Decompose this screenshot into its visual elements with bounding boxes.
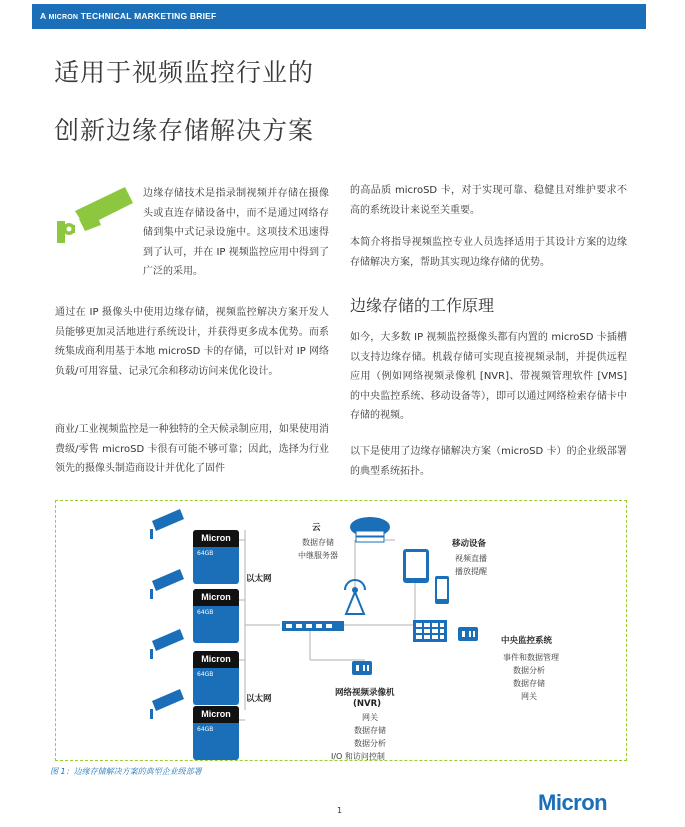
nvr-item: I/O 和访问控制 (331, 752, 385, 761)
right-paragraph-1: 的高品质 microSD 卡，对于实现可靠、稳健且对维护要求不高的系统设计来说至关重要。 (350, 185, 627, 216)
ethernet-label-1: 以太网 (246, 574, 272, 584)
cloud-title: 云 (312, 523, 321, 533)
microsd-card: Micron 64GB (193, 706, 239, 760)
section-heading: 边缘存储的工作原理 (350, 296, 495, 315)
central-item: 事件和数据管理 (503, 653, 559, 662)
nvr-item: 数据存储 (354, 726, 386, 735)
monitor-wall-icon (413, 620, 447, 646)
intro-paragraph: 边缘存储技术是指录制视频并存储在摄像头或直连存储设备中，而不是通过网络存储到集中式记录设施中。这项技术迅速得到了认可，并在 IP 视频监控应用中得到了广泛的采用。 (143, 188, 329, 277)
mobile-item: 视频直播 (455, 554, 487, 563)
nvr-item: 网关 (362, 713, 378, 722)
central-item: 数据分析 (513, 666, 545, 675)
right-paragraph-3: 如今，大多数 IP 视频监控摄像头都有内置的 microSD 卡插槽以支持边缘存储。机载存储可实现直接视频录制，并提供远程应用（例如网络视频录像机 [NVR]、带视频管理软件 [VMS] 的中央监控系统、移动设备等），即可以通过网络检索存储卡中存储的视频。 (350, 332, 627, 421)
surveillance-camera-icon (148, 687, 190, 721)
nvr-item: 数据分析 (354, 739, 386, 748)
nvr-title: 网络视频录像机 (335, 688, 395, 698)
right-paragraph-4: 以下是使用了边缘存储解决方案（microSD 卡）的企业级部署的典型系统拓扑。 (350, 446, 627, 477)
banner-brand: MICRON (48, 14, 79, 21)
cloud-item: 数据存储 (302, 538, 334, 547)
ethernet-label-2: 以太网 (246, 694, 272, 704)
title-line-2: 创新边缘存储解决方案 (54, 116, 315, 145)
mobile-title: 移动设备 (452, 539, 487, 549)
tablet-icon (402, 548, 430, 584)
surveillance-camera-icon (148, 567, 190, 601)
title-line-1: 适用于视频监控行业的 (54, 58, 315, 87)
mobile-item: 播放提醒 (455, 567, 487, 576)
camera-icon (55, 185, 135, 247)
server-icon (458, 627, 478, 641)
phone-icon (434, 575, 450, 605)
left-paragraph-2: 通过在 IP 摄像头中使用边缘存储，视频监控解决方案开发人员能够更加灵活地进行系统设计，并获得更多成本优势。而系统集成商利用基于本地 microSD 卡的存储，可以针对 IP 网络负载/可用容量、记录冗余和移动访问来优化设计。 (55, 307, 329, 377)
wireless-antenna-icon (340, 578, 370, 616)
page-number: 1 (337, 806, 343, 815)
banner-prefix: A (40, 11, 47, 21)
right-paragraph-2: 本简介将指导视频监控专业人员选择适用于其设计方案的边缘存储解决方案，帮助其实现边缘存储的优势。 (350, 237, 627, 268)
surveillance-camera-icon (148, 507, 190, 541)
banner-text: TECHNICAL MARKETING BRIEF (80, 11, 217, 21)
microsd-card: Micron 64GB (193, 589, 239, 643)
surveillance-camera-icon (148, 627, 190, 661)
network-switch-icon (282, 621, 344, 631)
central-item: 数据存储 (513, 679, 545, 688)
micron-logo: Micron (538, 790, 608, 815)
header-banner (32, 4, 646, 29)
central-title: 中央监控系统 (501, 636, 553, 646)
cloud-server-icon (348, 515, 392, 545)
microsd-card: Micron 64GB (193, 530, 239, 584)
cloud-item: 中继服务器 (298, 551, 338, 560)
central-item: 网关 (521, 692, 537, 701)
nvr-subtitle: (NVR) (353, 699, 382, 709)
microsd-card: Micron 64GB (193, 651, 239, 705)
nvr-icon (352, 661, 372, 675)
figure-caption: 图 1：边缘存储解决方案的典型企业级部署 (50, 767, 202, 776)
left-paragraph-3: 商业/工业视频监控是一种独特的全天候录制应用，如果使用消费级/零售 microSD 卡很有可能不够可靠；因此，选择为行业领先的摄像头制造商设计并优化了固件 (55, 424, 329, 474)
